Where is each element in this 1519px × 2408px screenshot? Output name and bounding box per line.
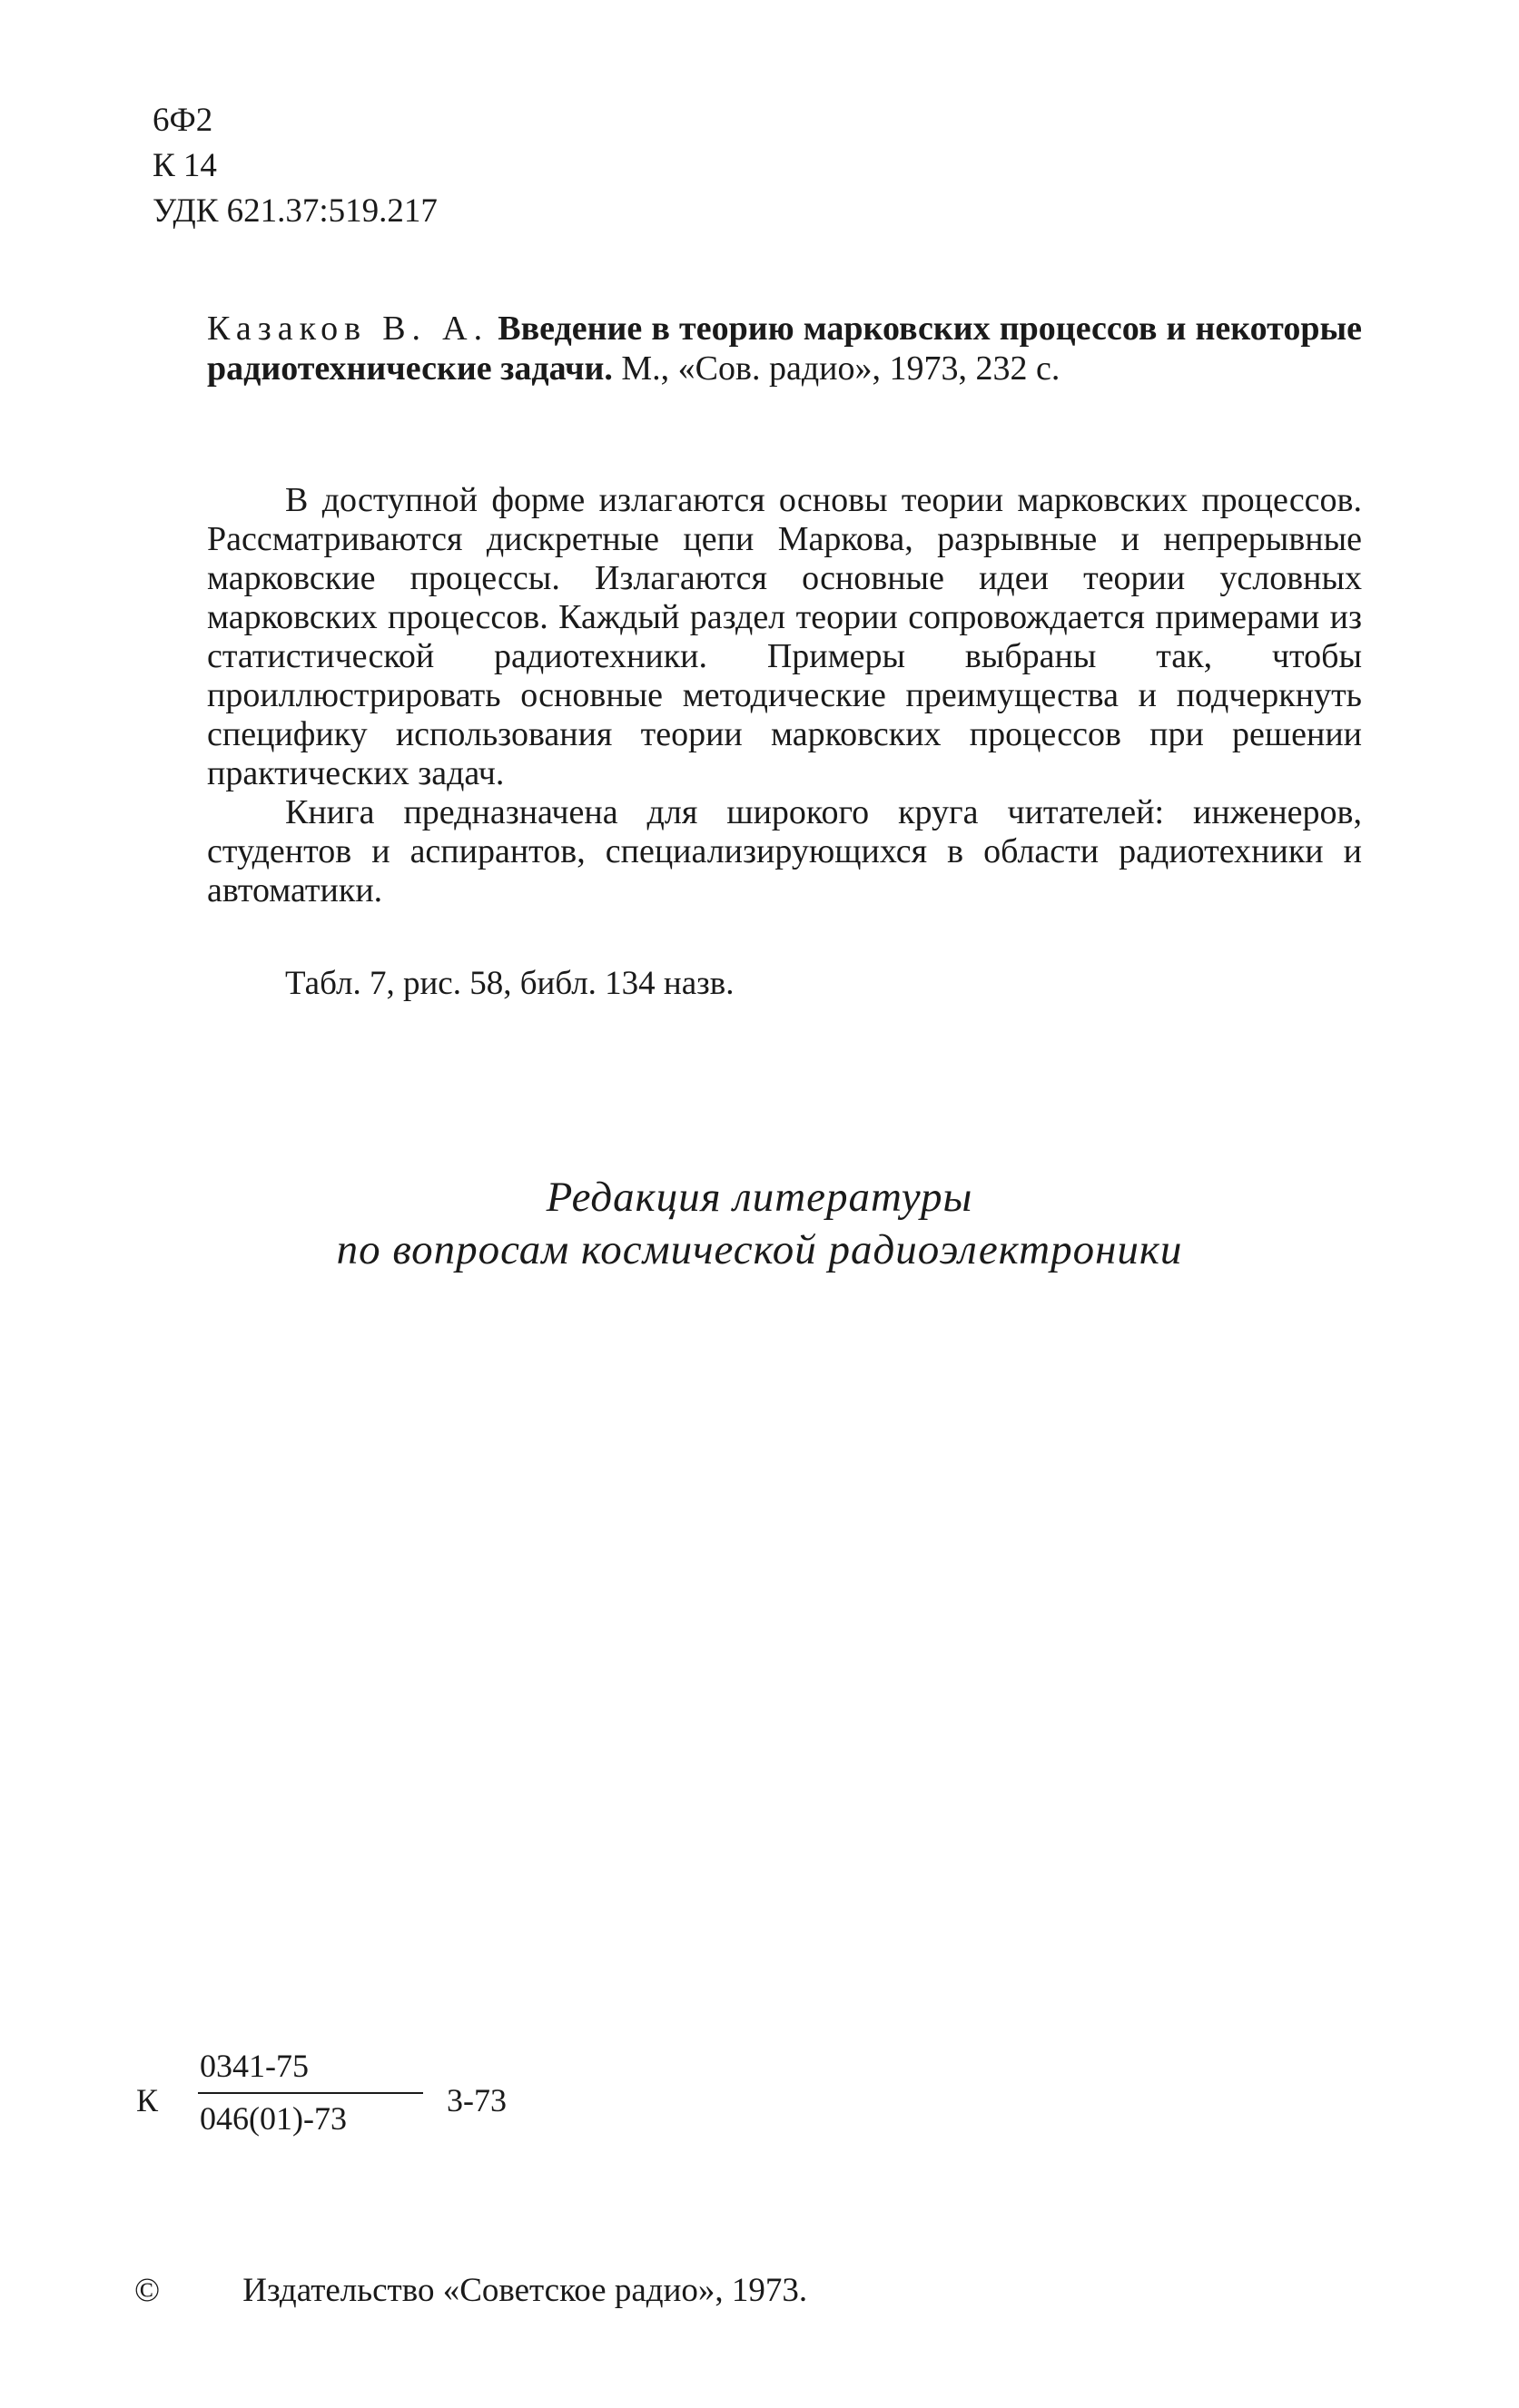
annotation-paragraph-1: В доступной форме излагаются основы теории марковских процессов. Рассматриваются дискретные цепи Маркова, разрывные и непрерывные марковские процессы. Излагаются основные идеи теории условных марковских процессов. Каждый раздел теории сопровождается примерами из статистической радиотехники. Примеры выбраны так, чтобы проиллюстрировать основные методические преимущества и подчеркнуть специфику использования теории марковских процессов при решении практических задач. xyxy=(207,481,1362,792)
bibliographic-record xyxy=(207,309,1362,388)
editorial-line-1: Редакция литературы xyxy=(546,1174,973,1221)
tables-figures-count: Табл. 7, рис. 58, библ. 134 назв. xyxy=(285,965,735,1002)
copyright-notice xyxy=(134,2271,807,2310)
book-title: Введение в теорию марковских процессов и некоторые радиотехнические задачи. xyxy=(207,310,1362,388)
index-letter: К xyxy=(136,2082,159,2118)
udc-code: УДК 621.37:519.217 xyxy=(153,192,438,230)
book-author: Казаков В. А. xyxy=(207,310,489,348)
classification-codes xyxy=(153,98,438,234)
editorial-line-2: по вопросам космической радиоэлектроники xyxy=(336,1226,1183,1273)
author-mark: К 14 xyxy=(153,147,217,184)
editorial-office xyxy=(0,1171,1519,1276)
fraction-bar xyxy=(198,2092,423,2094)
annotation-paragraph-2: Книга предназначена для широкого круга читателей: инженеров, студентов и аспирантов, специализирующихся в области радиотехники и автоматики. xyxy=(207,793,1362,909)
index-denominator: 046(01)-73 xyxy=(200,2100,347,2137)
bbk-code: 6Ф2 xyxy=(153,102,213,139)
book-imprint: М., «Сов. радио», 1973, 232 с. xyxy=(621,349,1060,388)
index-numerator: 0341-75 xyxy=(200,2048,309,2084)
copyright-text: Издательство «Советское радио», 1973. xyxy=(242,2272,808,2309)
copyright-icon: © xyxy=(134,2272,161,2309)
index-suffix: 3-73 xyxy=(447,2082,507,2118)
publication-index xyxy=(136,2047,536,2147)
book-annotation xyxy=(207,481,1362,910)
